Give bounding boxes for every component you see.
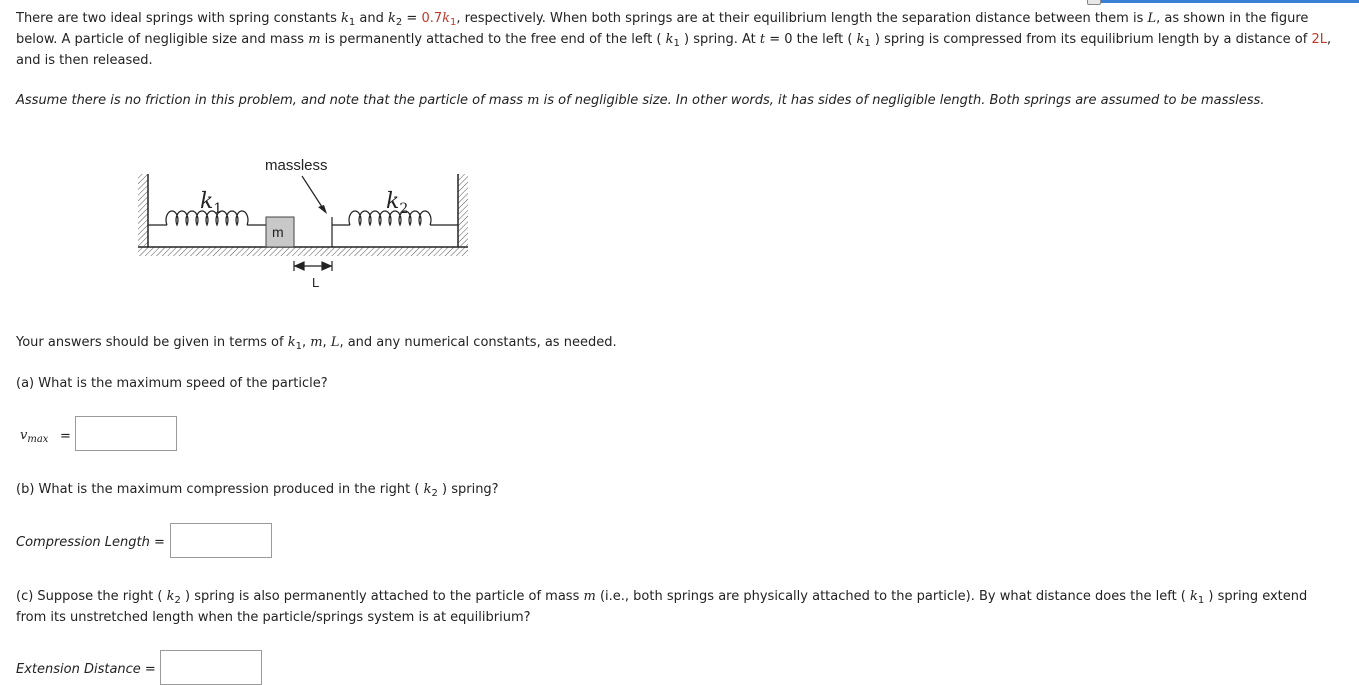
right-wall-hatch bbox=[458, 174, 468, 247]
k2-ratio-value: $0.7k_1$ bbox=[421, 11, 457, 28]
k2-label: $k_2$ bbox=[386, 189, 409, 217]
spring-diagram bbox=[132, 150, 477, 295]
question-a: (a) What is the maximum speed of the particle? bbox=[16, 376, 328, 391]
assumption-note: Assume there is no friction in this problem, and note that the particle of mass m is of negligible size. In other words, it has sides of negligible length. Both springs are assumed to be massless. bbox=[16, 93, 1265, 108]
floor-hatch bbox=[138, 247, 468, 256]
compression-length-input[interactable] bbox=[170, 523, 272, 558]
k1-label: $k_1$ bbox=[200, 189, 223, 217]
L-label: L bbox=[312, 275, 320, 290]
vmax-label: $v_{max}$ bbox=[20, 428, 49, 445]
massless-label: massless bbox=[265, 157, 328, 174]
extension-distance-label: Extension Distance = bbox=[16, 662, 156, 677]
massless-arrow bbox=[302, 176, 324, 210]
L-dimension bbox=[294, 261, 332, 271]
top-scroll-bar bbox=[1087, 0, 1359, 3]
collapse-button[interactable] bbox=[1087, 0, 1101, 5]
left-wall-hatch bbox=[138, 174, 148, 247]
question-c: (c) Suppose the right ( $k_2$ ) spring is also permanently attached to the particle of mass m (i.e., both springs are physically attached to the particle). By what distance does the left ( $k_1$ ) spring extend from its unstretched length when the particle/springs system is at equilibrium? bbox=[16, 589, 1308, 625]
instructions: Your answers should be given in terms of $k_1$, m, L, and any numerical constants, as needed. bbox=[16, 335, 617, 352]
vmax-equals: = bbox=[60, 429, 71, 444]
vmax-input[interactable] bbox=[75, 416, 177, 451]
mass-label: m bbox=[272, 224, 284, 240]
compression-value: 2L bbox=[1311, 32, 1327, 47]
compression-length-label: Compression Length = bbox=[16, 535, 165, 550]
question-b: (b) What is the maximum compression produced in the right ( $k_2$ ) spring? bbox=[16, 482, 499, 499]
right-spring bbox=[332, 211, 458, 247]
problem-statement: There are two ideal springs with spring constants $k_1$ and $k_2 = 0.7k_1$, respectively. When both springs are at their equilibrium length the separation distance between them is L, as shown in the figure below. A particle of negligible size and mass m is permanently attached to the free end of the left ( $k_1$ ) spring. At t = 0 the left ( $k_1$ ) spring is compressed from its equilibrium length by a distance of 2L, and is then released. bbox=[16, 11, 1332, 68]
